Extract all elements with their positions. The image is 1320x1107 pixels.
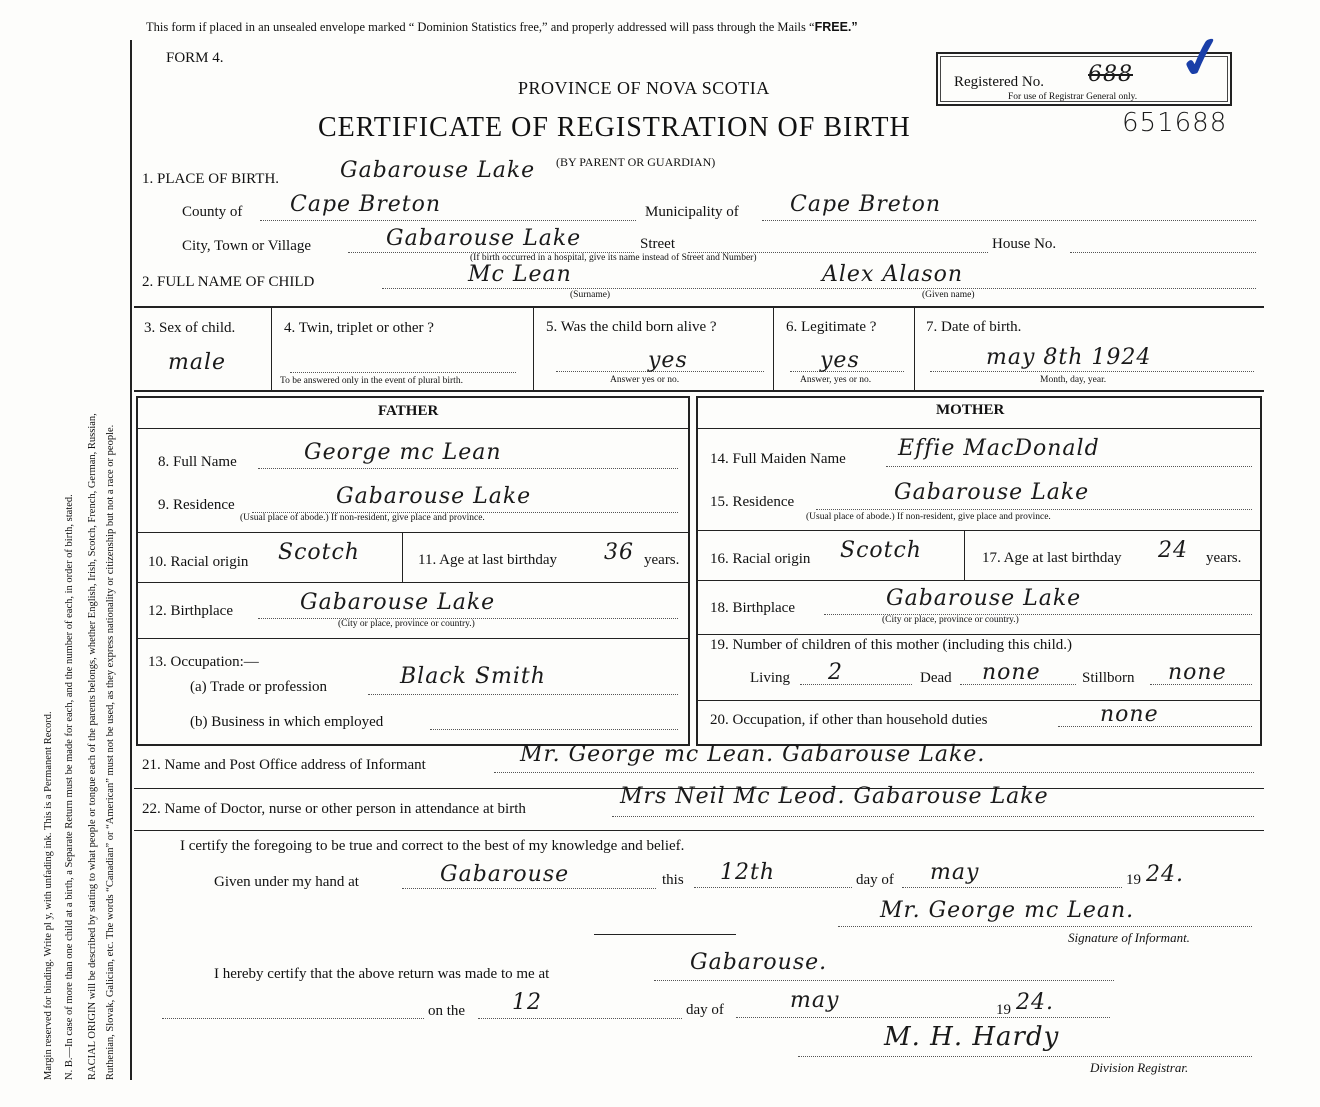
- given-under-label: Given under my hand at: [214, 874, 359, 890]
- father-racial-value: Scotch: [278, 540, 360, 565]
- father-racial-label: 10. Racial origin: [148, 554, 249, 570]
- registered-label: Registered No.: [954, 74, 1044, 90]
- mother-residence-label: 15. Residence: [710, 494, 795, 510]
- dob-value: may 8th 1924: [986, 345, 1152, 370]
- father-abode-note: (Usual place of abode.) If non-resident, give place and province.: [240, 513, 485, 523]
- legitimate-value: yes: [820, 348, 860, 373]
- registrar-year-value: 24.: [1016, 990, 1054, 1015]
- given-place-value: Gabarouse: [440, 862, 570, 887]
- surname-caption: (Surname): [570, 290, 611, 300]
- city-value: Gabarouse Lake: [386, 226, 582, 251]
- given-year-prefix: 19: [1126, 872, 1141, 888]
- father-trade-label: (a) Trade or profession: [190, 679, 328, 695]
- alive-caption: Answer yes or no.: [610, 375, 680, 385]
- father-age-label: 11. Age at last birthday: [418, 552, 557, 568]
- father-age-value: 36: [604, 540, 634, 565]
- place-of-birth-label: 1. PLACE OF BIRTH.: [142, 171, 280, 187]
- father-birthplace-note: (City or place, province or country.): [338, 619, 475, 629]
- stillborn-label: Stillborn: [1082, 670, 1135, 686]
- sex-label: 3. Sex of child.: [144, 320, 236, 336]
- registrar-month-value: may: [790, 988, 840, 1013]
- attendant-label: 22. Name of Doctor, nurse or other person in attendance at birth: [142, 801, 526, 817]
- father-name-value: George mc Lean: [304, 440, 502, 465]
- street-label: Street: [640, 236, 675, 252]
- registrar-day-value: 12: [512, 990, 542, 1015]
- county-value: Cape Breton: [290, 192, 442, 217]
- living-value: 2: [828, 660, 843, 685]
- informant-value: Mr. George mc Lean. Gabarouse Lake.: [520, 742, 986, 767]
- alive-label: 5. Was the child born alive ?: [546, 319, 717, 335]
- mother-heading: MOTHER: [936, 402, 1005, 418]
- mother-birthplace-value: Gabarouse Lake: [886, 586, 1082, 611]
- hospital-note: (If birth occurred in a hospital, give its name instead of Street and Number): [470, 253, 757, 263]
- signature-informant-caption: Signature of Informant.: [1068, 930, 1190, 945]
- mother-occupation-label: 20. Occupation, if other than household duties: [710, 712, 988, 728]
- father-trade-value: Black Smith: [400, 664, 546, 689]
- dob-caption: Month, day, year.: [1040, 375, 1107, 385]
- mother-age-value: 24: [1158, 538, 1188, 563]
- mother-racial-value: Scotch: [840, 538, 922, 563]
- father-birthplace-label: 12. Birthplace: [148, 603, 233, 619]
- informant-signature: Mr. George mc Lean.: [880, 898, 1135, 923]
- municipality-value: Cape Breton: [790, 192, 942, 217]
- mother-children-label: 19. Number of children of this mother (including this child.): [710, 637, 1073, 653]
- mother-birthplace-note: (City or place, province or country.): [882, 615, 1019, 625]
- division-registrar-caption: Division Registrar.: [1090, 1060, 1189, 1075]
- province-heading: PROVINCE OF NOVA SCOTIA: [518, 78, 770, 98]
- stillborn-value: none: [1168, 660, 1227, 685]
- living-label: Living: [750, 670, 790, 686]
- mother-name-label: 14. Full Maiden Name: [710, 451, 846, 467]
- check-icon: ✓: [1173, 24, 1231, 94]
- father-residence-value: Gabarouse Lake: [336, 484, 532, 509]
- given-year-value: 24.: [1146, 862, 1184, 887]
- given-caption: (Given name): [922, 290, 975, 300]
- mother-name-value: Effie MacDonald: [898, 436, 1100, 461]
- child-given-name: Alex Alason: [822, 262, 964, 287]
- father-birthplace-value: Gabarouse Lake: [300, 590, 496, 615]
- registrar-day-of-label: day of: [686, 1002, 724, 1018]
- margin-racial-note-2: Ruthenian, Slovak, Galician, etc. The words “Canadian” or “American” must not be used, as they express nationality or citizenship but not a race or people.: [105, 424, 116, 1080]
- attendant-value: Mrs Neil Mc Leod. Gabarouse Lake: [620, 784, 1049, 809]
- margin-binding-note: Margin reserved for binding. Write pl y, with unfading ink. This is a Permanent Record.: [43, 711, 54, 1080]
- page-title: CERTIFICATE OF REGISTRATION OF BIRTH: [318, 112, 911, 143]
- mother-occupation-value: none: [1100, 702, 1159, 727]
- informant-label: 21. Name and Post Office address of Informant: [142, 757, 426, 773]
- county-label: County of: [182, 204, 243, 220]
- mother-abode-note: (Usual place of abode.) If non-resident, give place and province.: [806, 512, 1051, 522]
- form-number: FORM 4.: [166, 50, 224, 66]
- mother-years: years.: [1206, 550, 1242, 566]
- registrar-use-note: For use of Registrar General only.: [1008, 92, 1138, 102]
- twin-label: 4. Twin, triplet or other ?: [284, 320, 434, 336]
- legitimate-caption: Answer, yes or no.: [800, 375, 872, 385]
- father-occupation-label: 13. Occupation:—: [148, 654, 259, 670]
- mail-notice: This form if placed in an unsealed envelope marked “ Dominion Statistics free,” and properly addressed will pass through the Mails “FREE.”: [146, 20, 858, 34]
- sex-value: male: [168, 350, 227, 375]
- house-label: House No.: [992, 236, 1057, 252]
- place-of-birth-value: Gabarouse Lake: [340, 158, 536, 183]
- given-month-value: may: [930, 860, 980, 885]
- registrar-year-prefix: 19: [996, 1002, 1011, 1018]
- mother-residence-value: Gabarouse Lake: [894, 480, 1090, 505]
- city-label: City, Town or Village: [182, 238, 312, 254]
- this-label: this: [662, 872, 684, 888]
- dead-value: none: [982, 660, 1041, 685]
- dead-label: Dead: [920, 670, 952, 686]
- given-day-of-label: day of: [856, 872, 894, 888]
- father-name-label: 8. Full Name: [158, 454, 237, 470]
- mother-age-label: 17. Age at last birthday: [982, 550, 1122, 566]
- father-heading: FATHER: [378, 403, 439, 419]
- certify-statement: I certify the foregoing to be true and correct to the best of my knowledge and belief.: [180, 838, 685, 854]
- on-the-label: on the: [428, 1003, 466, 1019]
- dob-label: 7. Date of birth.: [926, 319, 1022, 335]
- registrar-place-value: Gabarouse.: [690, 950, 828, 975]
- child-surname: Mc Lean: [468, 262, 572, 287]
- father-residence-label: 9. Residence: [158, 497, 235, 513]
- legitimate-label: 6. Legitimate ?: [786, 319, 877, 335]
- twin-note: To be answered only in the event of plural birth.: [280, 376, 463, 386]
- margin-nb-note: N. B.—In case of more than one child at a birth, a Separate Return must be made for each, and the number of each, in order of birth, stated.: [64, 494, 75, 1080]
- alive-value: yes: [648, 348, 688, 373]
- registrar-signature: M. H. Hardy: [884, 1022, 1060, 1052]
- given-day-value: 12th: [720, 860, 776, 885]
- margin-racial-note-1: RACIAL ORIGIN will be described by stating to what people or tongue each of the parents belongs, whether English, Irish, Scotch, French, German, Russian,: [87, 413, 98, 1080]
- father-years: years.: [644, 552, 680, 568]
- certificate-number: 651688: [1122, 108, 1228, 138]
- municipality-label: Municipality of: [645, 204, 739, 220]
- by-parent-note: (BY PARENT OR GUARDIAN): [556, 155, 716, 169]
- mother-racial-label: 16. Racial origin: [710, 551, 811, 567]
- registered-number: 688: [1088, 62, 1133, 87]
- child-name-label: 2. FULL NAME OF CHILD: [142, 274, 315, 290]
- registrar-statement: I hereby certify that the above return was made to me at: [214, 966, 550, 982]
- mother-birthplace-label: 18. Birthplace: [710, 600, 795, 616]
- father-business-label: (b) Business in which employed: [190, 714, 384, 730]
